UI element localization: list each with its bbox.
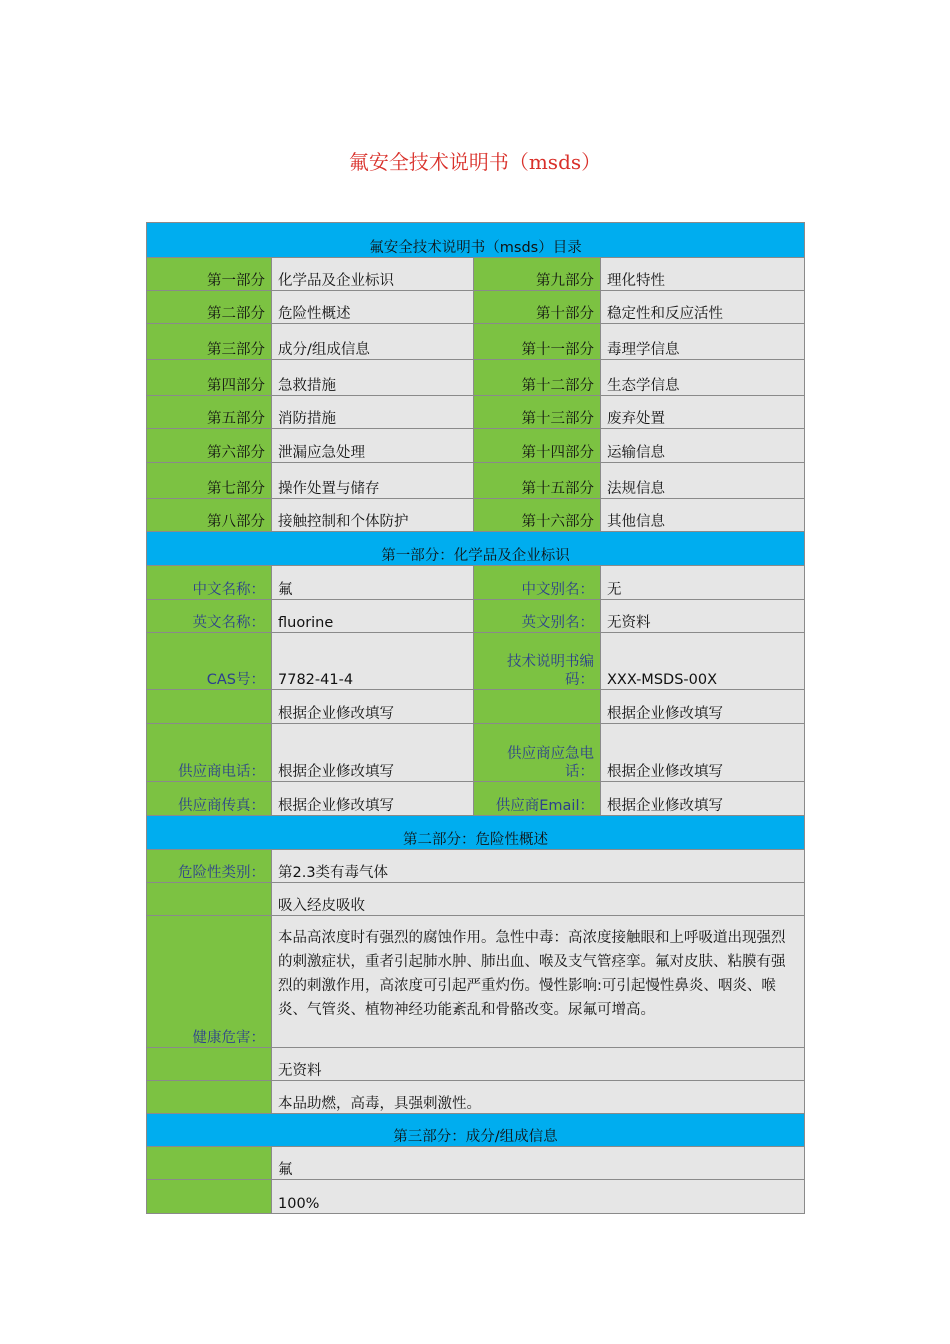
toc-right-value: 生态学信息 bbox=[601, 360, 805, 396]
field-value: fluorine bbox=[272, 600, 474, 633]
toc-row bbox=[147, 463, 805, 499]
env-hazard-value: 无资料 bbox=[272, 1048, 805, 1081]
toc-row bbox=[147, 499, 805, 532]
toc-row bbox=[147, 324, 805, 360]
field-label: 中文别名： bbox=[474, 566, 601, 600]
field-value: 根据企业修改填写 bbox=[272, 724, 474, 782]
part1-row bbox=[147, 600, 805, 633]
hazard-class-value: 第2.3类有毒气体 bbox=[272, 850, 805, 883]
field-label: 供应商电话： bbox=[147, 724, 272, 782]
toc-left-value: 接触控制和个体防护 bbox=[272, 499, 474, 532]
toc-right-label: 第十五部分 bbox=[474, 463, 601, 499]
toc-row bbox=[147, 291, 805, 324]
field-value: 无资料 bbox=[601, 600, 805, 633]
toc-left-value: 消防措施 bbox=[272, 396, 474, 429]
field-value: 7782-41-4 bbox=[272, 633, 474, 690]
field-value: 氟 bbox=[272, 566, 474, 600]
toc-left-label: 第八部分 bbox=[147, 499, 272, 532]
field-label: 供应商Email： bbox=[474, 782, 601, 816]
field-value: 无 bbox=[601, 566, 805, 600]
part1-header: 第一部分：化学品及企业标识 bbox=[147, 532, 805, 566]
explosion-hazard-value: 本品助燃，高毒，具强刺激性。 bbox=[272, 1081, 805, 1114]
toc-left-value: 泄漏应急处理 bbox=[272, 429, 474, 463]
toc-left-label: 第七部分 bbox=[147, 463, 272, 499]
field-label: 英文名称： bbox=[147, 600, 272, 633]
toc-right-label: 第十一部分 bbox=[474, 324, 601, 360]
field-label: 英文别名： bbox=[474, 600, 601, 633]
field-label: 供应商传真： bbox=[147, 782, 272, 816]
field-label: 供应商应急电话： bbox=[474, 724, 601, 782]
toc-left-value: 成分/组成信息 bbox=[272, 324, 474, 360]
hazard-class-label: 危险性类别： bbox=[147, 850, 272, 883]
component-label bbox=[147, 1147, 272, 1180]
toc-right-label: 第十六部分 bbox=[474, 499, 601, 532]
field-value: 根据企业修改填写 bbox=[601, 690, 805, 724]
toc-right-value: 其他信息 bbox=[601, 499, 805, 532]
field-value: 根据企业修改填写 bbox=[272, 690, 474, 724]
field-value: 根据企业修改填写 bbox=[272, 782, 474, 816]
part2-header: 第二部分：危险性概述 bbox=[147, 816, 805, 850]
invasion-route-label bbox=[147, 883, 272, 916]
toc-left-value: 操作处置与储存 bbox=[272, 463, 474, 499]
toc-left-value: 危险性概述 bbox=[272, 291, 474, 324]
invasion-route-value: 吸入经皮吸收 bbox=[272, 883, 805, 916]
toc-right-label: 第十四部分 bbox=[474, 429, 601, 463]
content-value: 100% bbox=[272, 1180, 805, 1214]
toc-right-value: 理化特性 bbox=[601, 258, 805, 291]
content-label bbox=[147, 1180, 272, 1214]
toc-right-label: 第十部分 bbox=[474, 291, 601, 324]
part1-row bbox=[147, 724, 805, 782]
toc-row bbox=[147, 258, 805, 291]
part1-row bbox=[147, 566, 805, 600]
field-label bbox=[147, 690, 272, 724]
part1-row bbox=[147, 782, 805, 816]
part3-header: 第三部分：成分/组成信息 bbox=[147, 1114, 805, 1147]
toc-row bbox=[147, 360, 805, 396]
toc-right-value: 废弃处置 bbox=[601, 396, 805, 429]
field-value: 根据企业修改填写 bbox=[601, 724, 805, 782]
field-label: 技术说明书编码： bbox=[474, 633, 601, 690]
toc-left-label: 第二部分 bbox=[147, 291, 272, 324]
part1-row bbox=[147, 690, 805, 724]
toc-right-value: 法规信息 bbox=[601, 463, 805, 499]
field-value: 根据企业修改填写 bbox=[601, 782, 805, 816]
msds-table bbox=[146, 222, 805, 1214]
field-label: 中文名称： bbox=[147, 566, 272, 600]
toc-right-value: 运输信息 bbox=[601, 429, 805, 463]
field-value: XXX-MSDS-00X bbox=[601, 633, 805, 690]
toc-row bbox=[147, 429, 805, 463]
toc-left-label: 第一部分 bbox=[147, 258, 272, 291]
env-hazard-label bbox=[147, 1048, 272, 1081]
toc-right-label: 第十三部分 bbox=[474, 396, 601, 429]
toc-header: 氟安全技术说明书（msds）目录 bbox=[147, 223, 805, 258]
toc-left-value: 化学品及企业标识 bbox=[272, 258, 474, 291]
field-label: CAS号： bbox=[147, 633, 272, 690]
part1-row bbox=[147, 633, 805, 690]
toc-right-value: 毒理学信息 bbox=[601, 324, 805, 360]
toc-left-label: 第五部分 bbox=[147, 396, 272, 429]
toc-right-label: 第十二部分 bbox=[474, 360, 601, 396]
toc-left-value: 急救措施 bbox=[272, 360, 474, 396]
toc-row bbox=[147, 396, 805, 429]
component-value: 氟 bbox=[272, 1147, 805, 1180]
health-hazard-value: 本品高浓度时有强烈的腐蚀作用。急性中毒：高浓度接触眼和上呼吸道出现强烈的刺激症状，重者引起肺水肿、肺出血、喉及支气管痉挛。氟对皮肤、粘膜有强烈的刺激作用，高浓度可引起严重灼伤。慢性影响:可引起慢性鼻炎、咽炎、喉炎、气管炎、植物神经功能紊乱和骨骼改变。尿氟可增高。 bbox=[272, 916, 805, 1048]
document-title: 氟安全技术说明书（msds） bbox=[348, 150, 602, 174]
field-label bbox=[474, 690, 601, 724]
explosion-hazard-label bbox=[147, 1081, 272, 1114]
toc-left-label: 第三部分 bbox=[147, 324, 272, 360]
toc-right-value: 稳定性和反应活性 bbox=[601, 291, 805, 324]
health-hazard-label: 健康危害： bbox=[147, 916, 272, 1048]
toc-left-label: 第六部分 bbox=[147, 429, 272, 463]
toc-left-label: 第四部分 bbox=[147, 360, 272, 396]
toc-right-label: 第九部分 bbox=[474, 258, 601, 291]
